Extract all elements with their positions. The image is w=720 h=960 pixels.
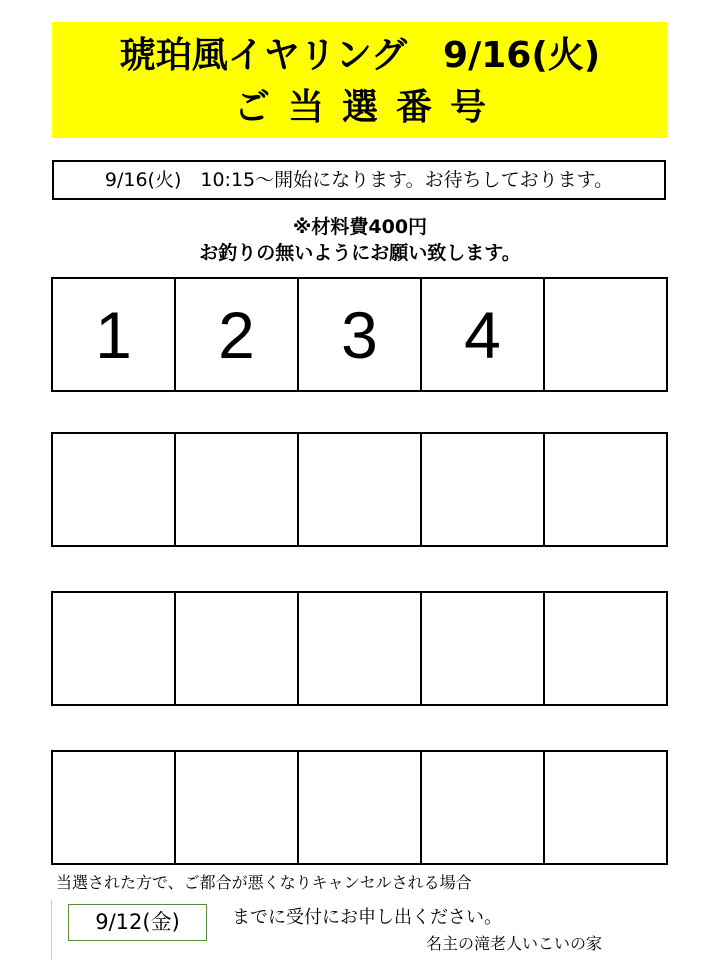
winning-number-cell: 1 bbox=[53, 279, 176, 390]
winning-number-cell bbox=[422, 593, 545, 704]
page-title: 琥珀風イヤリング 9/16(火) bbox=[119, 35, 601, 76]
winning-numbers-row-1 bbox=[51, 277, 668, 392]
deadline-instruction: までに受付にお申し出ください。 bbox=[232, 907, 502, 928]
exact-change-note: お釣りの無いようにお願い致します。 bbox=[199, 242, 521, 264]
winning-number-cell bbox=[176, 434, 299, 545]
winning-number-cell bbox=[53, 752, 176, 863]
winning-number-cell bbox=[53, 434, 176, 545]
cancellation-note: 当選された方で、ご都合が悪くなりキャンセルされる場合 bbox=[56, 873, 472, 892]
winning-number-cell bbox=[176, 752, 299, 863]
deadline-date: 9/12(金) bbox=[68, 904, 207, 941]
material-fee-note: ※材料費400円 bbox=[292, 216, 428, 238]
winning-number-cell bbox=[545, 752, 666, 863]
title-banner bbox=[52, 22, 668, 138]
winning-number-cell: 2 bbox=[176, 279, 299, 390]
winning-number-cell bbox=[299, 752, 422, 863]
divider bbox=[51, 900, 52, 960]
winning-number-cell bbox=[299, 593, 422, 704]
page-subtitle: ご当選番号 bbox=[233, 87, 504, 128]
winning-numbers-row-2 bbox=[51, 432, 668, 547]
winning-number-cell: 3 bbox=[299, 279, 422, 390]
winning-number-cell bbox=[545, 279, 666, 390]
winning-number-cell bbox=[53, 593, 176, 704]
winning-number-cell bbox=[299, 434, 422, 545]
winning-numbers-row-4 bbox=[51, 750, 668, 865]
winning-number-cell bbox=[176, 593, 299, 704]
schedule-notice: 9/16(火) 10:15～開始になります。お待ちしております。 bbox=[52, 160, 666, 200]
organizer-name: 名主の滝老人いこいの家 bbox=[426, 934, 603, 953]
winning-numbers-row-3 bbox=[51, 591, 668, 706]
winning-number-cell bbox=[422, 434, 545, 545]
winning-number-cell: 4 bbox=[422, 279, 545, 390]
winning-number-cell bbox=[422, 752, 545, 863]
winning-number-cell bbox=[545, 434, 666, 545]
winning-number-cell bbox=[545, 593, 666, 704]
